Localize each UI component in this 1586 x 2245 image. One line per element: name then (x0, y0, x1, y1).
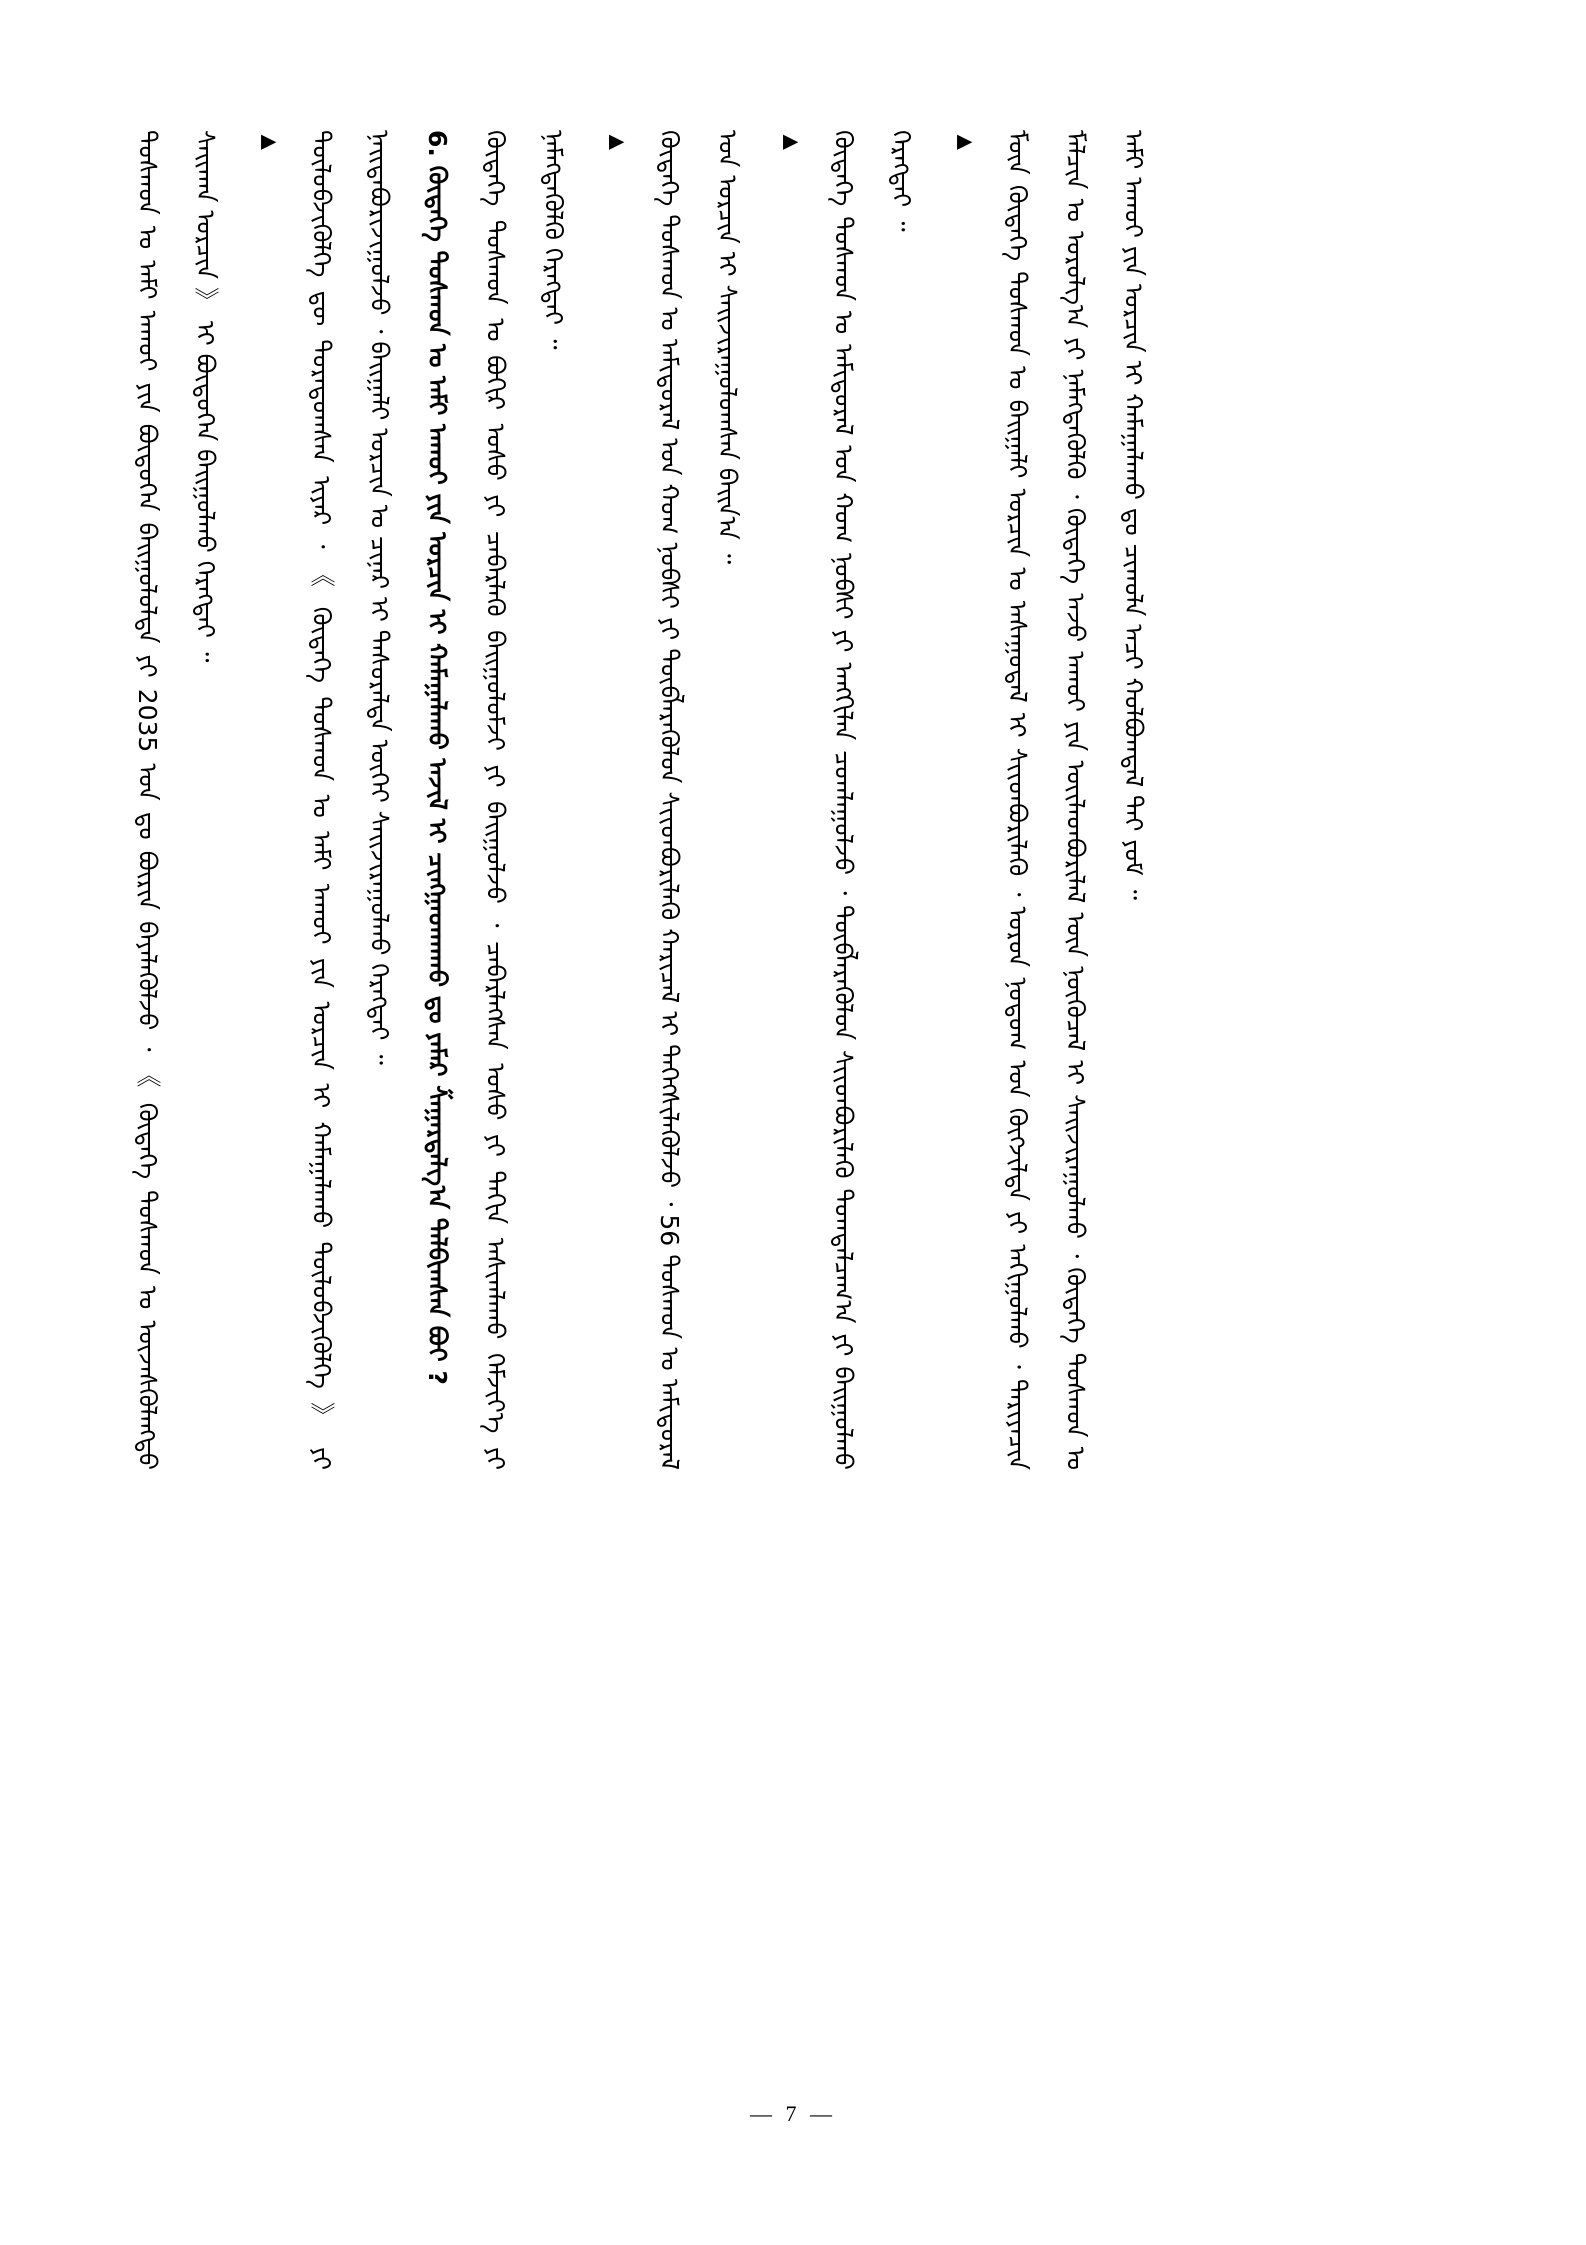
paragraph-7 (118, 130, 234, 1478)
triangle-bullet-icon: ▲ (953, 130, 979, 155)
paragraph-3 (640, 130, 756, 1478)
paragraph-2 (814, 130, 930, 1478)
paragraph-3-marker (756, 130, 814, 155)
section-number: 6. (423, 130, 452, 157)
paragraph-2-marker (930, 130, 988, 155)
triangle-bullet-icon: ▲ (779, 130, 805, 155)
paragraph-text: ᠮᠦᠨ ᠬᠦᠳᠡᠭᠡ ᠲᠣᠰᠬᠣᠨ ᠤ ᠪᠠᠢᠭᠠᠯᠢ ᠣᠷᠴᠢᠨ ᠤ ᠠᠰᠠᠭᠤᠳᠠᠯ ᠢ ᠰᠢᠢᠳᠪᠦᠷᠢᠯᠡᠬᠦ ᠂ ᠣᠷᠣᠨ ᠨᠤᠲᠤᠭ ᠤᠨ ᠬᠦᠭᠵᠢᠯᠲᠡ ᠶᠢ ᠠᠬᠢᠭᠤᠯᠬᠤ ᠂ ᠲᠠᠷᠢᠶᠠᠴᠢᠨ ᠮᠠᠯᠴᠢᠨ ᠤ ᠣᠷᠣᠯᠭ᠎ᠠ ᠶᠢ ᠨᠡᠮᠡᠭᠳᠡᠭᠦᠯᠬᠦ ᠂ ᠬᠦᠳᠡᠭᠡ ᠠᠵᠤ ᠠᠬᠤᠢ ᠶᠢᠨ ᠦᠢᠯᠡᠳᠪᠦᠷᠢᠯᠡᠯ ᠦᠨ ᠨᠦᠬᠦᠴᠡᠯ ᠢ ᠰᠠᠢᠵᠢᠷᠠᠭᠤᠯᠬᠤ ᠂ ᠬᠦᠳᠡᠭᠡ ᠲᠣᠰᠬᠣᠨ ᠤ ᠠᠮᠢ ᠠᠬᠤᠢ ᠶᠢᠨ ᠣᠷᠴᠢᠨ ᠢ ᠬᠠᠮᠠᠭᠠᠯᠠᠬᠤ ᠳᠤ ᠴᠢᠬᠤᠯᠠ ᠠᠴᠢ ᠬᠣᠯᠪᠣᠭᠳᠠᠯ ᠲᠠᠢ ᠶᠤᠮ ᠃ (1003, 130, 1148, 1478)
paragraph-text: ᠬᠦᠳᠡᠭᠡ ᠲᠣᠰᠬᠣᠨ ᠤ ᠠᠮᠢᠳᠤᠷᠠᠯ ᠤᠨ ᠬᠣᠭ ᠨᠣᠪᠰᠢ ᠶᠢ ᠲᠦᠪᠯᠡᠷᠡᠭᠦᠯᠦᠨ ᠰᠢᠢᠳᠪᠦᠷᠢᠯᠡᠬᠦ ᠬᠠᠷᠢᠴᠠᠯ ᠢ ᠳᠡᠭᠡᠭᠰᠢᠯᠡᠭᠦᠯᠵᠦ ᠂ 56 ᠲᠣᠰᠬᠣᠨ ᠤ ᠠᠮᠢᠳᠤᠷᠠᠯ ᠤᠨ ᠣᠷᠴᠢᠨ ᠢ ᠰᠠᠢᠵᠢᠷᠠᠭᠤᠯᠤᠭᠰᠠᠨ ᠪᠠᠢᠨ᠎ᠠ ᠃ (655, 130, 742, 1478)
paragraph-text: ᠲᠣᠰᠬᠣᠨ ᠤ ᠠᠮᠢ ᠠᠬᠤᠢ ᠶᠢᠨ ᠪᠦᠲᠦᠭᠡᠨ ᠪᠠᠢᠭᠤᠯᠤᠯᠲᠠ ᠶᠢ 2035 ᠣᠨ ᠳᠤ ᠪᠦᠷᠢᠨ ᠪᠡᠶᠡᠯᠡᠭᠦᠯᠵᠦ ᠂ 《 ᠬᠦᠳᠡᠭᠡ ᠲᠣᠰᠬᠣᠨ ᠤ ᠦᠵᠡᠰᠬᠦᠯᠡᠩᠲᠦ ᠰᠠᠢᠬᠠᠨ ᠣᠷᠴᠢᠨ 》 ᠢ ᠪᠦᠲᠦᠭᠡᠨ ᠪᠠᠢᠭᠤᠯᠬᠤ ᠬᠡᠷᠡᠭᠲᠡᠢ ᠃ (133, 130, 220, 1478)
paragraph-7-marker (234, 130, 292, 155)
triangle-bullet-icon: ▲ (605, 130, 631, 155)
paragraph-4-marker (582, 130, 640, 155)
triangle-bullet-icon: ▲ (257, 130, 283, 155)
paragraph-text: ᠬᠦᠳᠡᠭᠡ ᠲᠣᠰᠬᠣᠨ ᠤ ᠠᠮᠢᠳᠤᠷᠠᠯ ᠤᠨ ᠬᠣᠭ ᠨᠣᠪᠰᠢ ᠶᠢ ᠠᠩᠭᠢᠯᠠᠨ ᠴᠤᠭᠯᠠᠭᠤᠯᠵᠤ ᠂ ᠲᠦᠪᠯᠡᠷᠡᠭᠦᠯᠦᠨ ᠰᠢᠢᠳᠪᠦᠷᠢᠯᠡᠬᠦ ᠲᠣᠭᠲᠠᠯᠴᠠᠭ᠎ᠠ ᠶᠢ ᠪᠠᠢᠭᠤᠯᠬᠤ ᠬᠡᠷᠡᠭᠲᠡᠢ ᠃ (829, 130, 916, 1478)
paragraph-text: ᠲᠦᠯᠦᠪᠵᠢᠭᠦᠯᠭᠡ ᠳᠦ ᠳᠤᠷᠠᠳᠤᠭᠰᠠᠨ ᠢᠶᠠᠷ ᠂ 《 ᠬᠦᠳᠡᠭᠡ ᠲᠣᠰᠬᠣᠨ ᠤ ᠠᠮᠢ ᠠᠬᠤᠢ ᠶᠢᠨ ᠣᠷᠴᠢᠨ ᠢ ᠬᠠᠮᠠᠭᠠᠯᠠᠬᠤ ᠲᠦᠯᠦᠪᠵᠢᠭᠦᠯᠭᠡ 》 ᠶᠢ ᠨᠠᠢᠳᠠᠪᠤᠷᠢᠵᠢᠭᠤᠯᠵᠤ ᠂ ᠪᠠᠢᠭᠠᠯᠢ ᠣᠷᠴᠢᠨ ᠤ ᠴᠢᠨᠠᠷ ᠢ ᠲᠠᠰᠤᠷᠠᠯᠲᠠ ᠦᠭᠡᠢ ᠰᠠᠢᠵᠢᠷᠠᠭᠤᠯᠬᠤ ᠬᠡᠷᠡᠭᠲᠡᠢ ᠃ (307, 130, 394, 1478)
paragraph-4 (466, 130, 582, 1478)
paragraph-6 (292, 130, 408, 1478)
paragraph-text: ᠬᠦᠳᠡᠭᠡ ᠲᠣᠰᠬᠣᠨ ᠤ ᠪᠣᠬᠢᠷ ᠤᠰᠤ ᠶᠢ ᠴᠡᠪᠡᠷᠯᠡᠬᠦ ᠪᠠᠢᠭᠤᠯᠤᠮᠵᠢ ᠶᠢ ᠪᠠᠢᠭᠤᠯᠵᠤ ᠂ ᠴᠡᠪᠡᠷᠯᠡᠭᠰᠡᠨ ᠤᠰᠤ ᠶᠢ ᠳᠠᠬᠢᠨ ᠠᠰᠢᠭᠯᠠᠬᠤ ᠬᠡᠮᠵᠢᠶ᠎ᠡ ᠶᠢ ᠨᠡᠮᠡᠭᠳᠡᠭᠦᠯᠬᠦ ᠬᠡᠷᠡᠭᠲᠡᠢ ᠃ (481, 130, 568, 1478)
page-number: — 7 — (750, 2101, 836, 2126)
section-heading-6 (408, 130, 466, 1385)
paragraph-1 (988, 130, 1162, 1478)
document-body (118, 130, 1148, 1478)
text-columns (118, 130, 1162, 1478)
section-heading-text: ᠬᠦᠳᠡᠭᠡ ᠲᠣᠰᠬᠣᠨ ᠤ ᠠᠮᠢ ᠠᠬᠤᠢ ᠶᠢᠨ ᠣᠷᠴᠢᠨ ᠢ ᠬᠠᠮᠠᠭᠠᠯᠠᠬᠤ ᠠᠵᠢᠯ ᠢ ᠴᠢᠩᠭᠠᠳᠬᠠᠬᠤ ᠳᠤ ᠶᠠᠮᠠᠷ ᠱᠠᠭᠠᠷᠳᠠᠯᠭ᠎ᠠ ᠲᠠᠯᠪᠢᠭᠰᠠᠨ ᠪᠤᠢ ? (423, 165, 452, 1385)
